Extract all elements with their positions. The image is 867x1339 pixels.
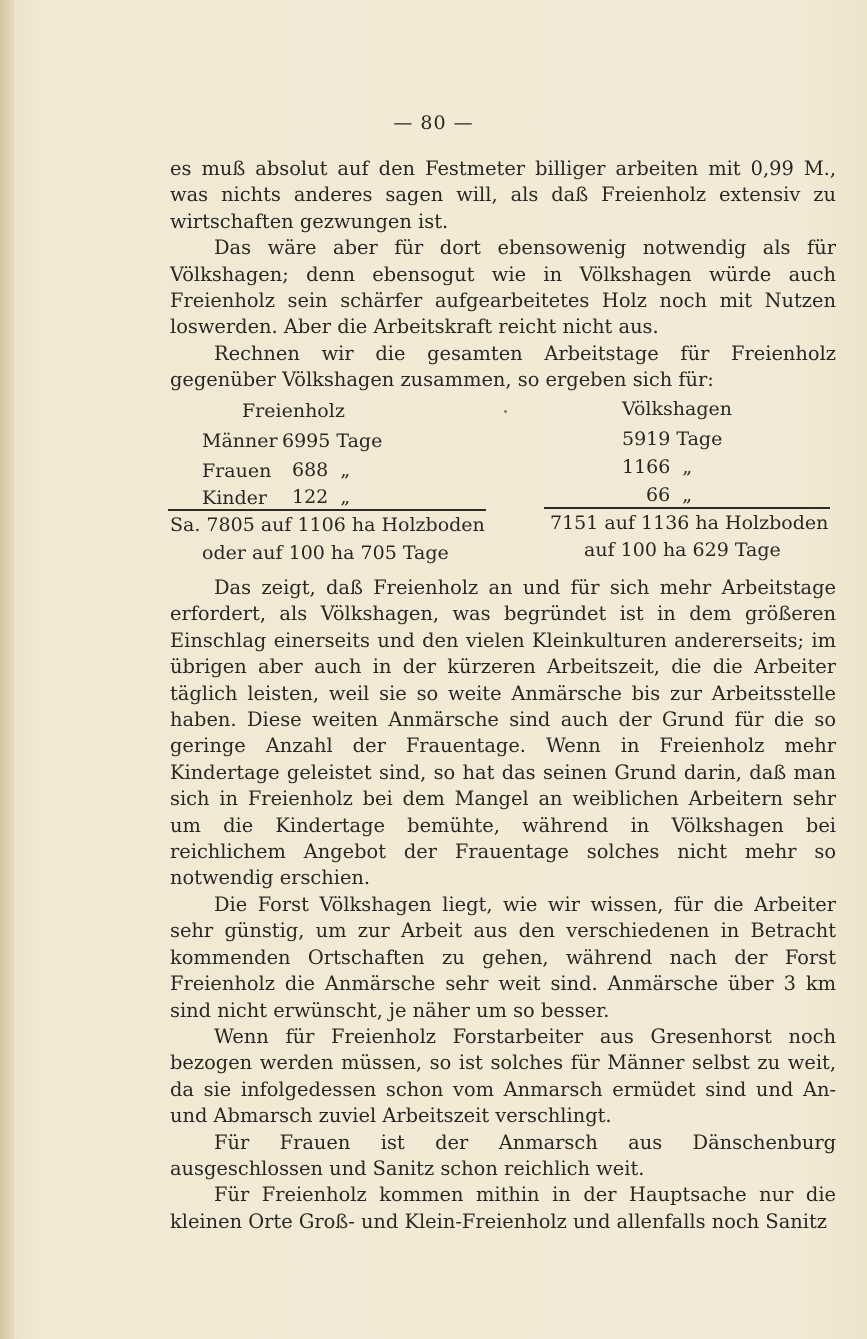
table-header-freienholz: Freienholz xyxy=(242,400,345,422)
cell-freienholz-kinder: 122 „ xyxy=(292,486,351,508)
paragraph: Rechnen wir die gesamten Arbeitstage für Freienholz gegenüber Völkshagen zusammen, so ergeben sich für: xyxy=(170,341,836,392)
paragraph: Für Frauen ist der Anmarsch aus Dänschenburg ausgeschlossen und Sanitz schon reichlich weit. xyxy=(170,1130,836,1180)
table-header-voelkshagen: Völkshagen xyxy=(622,398,732,420)
text-block-top xyxy=(170,156,836,394)
per-100ha-voelkshagen: auf 100 ha 629 Tage xyxy=(584,539,781,561)
paragraph: Für Freienholz kommen mithin in der Hauptsache nur die kleinen Orte Groß- und Klein-Freienholz und allenfalls noch Sanitz xyxy=(170,1183,836,1233)
paragraph: Das zeigt, daß Freienholz an und für sich mehr Arbeitstage erfordert, als Völkshagen, was begründet ist in dem größeren Einschlag einerseits und den vielen Kleinkulturen andererseits; im übrigen aber auch in der kürzeren Arbeitszeit, die die Arbeiter täglich leisten, weil sie so weite Anmärsche bis zur Arbeitsstelle haben. Diese weiten Anmärsche sind auch der Grund für die so geringe Anzahl der Frauentage. Wenn in Freienholz mehr Kindertage geleistet sind, so hat das seinen Grund darin, daß man sich in Freienholz bei dem Mangel an weiblichen Arbeitern sehr um die Kindertage bemühte, während in Völkshagen bei reichlichem Angebot der Frauentage solches nicht mehr so notwendig erschien. xyxy=(170,576,836,890)
sum-voelkshagen: 7151 auf 1136 ha Holzboden xyxy=(550,512,829,534)
cell-voelkshagen-frauen: 1166 „ xyxy=(622,456,693,478)
row-label-maenner: Männer xyxy=(202,430,278,452)
page-number: — 80 — xyxy=(393,112,474,134)
paragraph: Das wäre aber für dort ebensowenig notwendig als für Völkshagen; denn ebensogut wie in Völkshagen würde auch Freienholz sein schärfer aufgearbeitetes Holz noch mit Nutzen loswerden. Aber die Arbeitskraft reicht nicht aus. xyxy=(170,236,836,339)
per-100ha-freienholz: oder auf 100 ha 705 Tage xyxy=(202,542,449,564)
cell-freienholz-maenner: 6995 Tage xyxy=(282,430,383,452)
paragraph: es muß absolut auf den Festmeter billiger arbeiten mit 0,99 M., was nichts anderes sagen will, als daß Freienholz extensiv zu wirtschaften gezwungen ist. xyxy=(170,157,836,233)
workdays-table xyxy=(166,398,838,570)
sum-rule-left xyxy=(168,509,486,511)
paragraph: Die Forst Völkshagen liegt, wie wir wissen, für die Arbeiter sehr günstig, um zur Arbeit aus den verschiedenen in Betracht kommenden Ortschaften zu gehen, während nach der Forst Freienholz die Anmärsche sehr weit sind. Anmärsche über 3 km sind nicht erwünscht, je näher um so besser. xyxy=(170,892,836,1022)
cell-freienholz-frauen: 688 „ xyxy=(292,459,351,481)
paragraph: Wenn für Freienholz Forstarbeiter aus Gresenhorst noch bezogen werden müssen, so ist solches für Männer selbst zu weit, da sie infolgedessen schon vom Anmarsch ermüdet sind und An- und Abmarsch zuviel Arbeitszeit verschlingt. xyxy=(170,1024,836,1128)
row-label-kinder: Kinder xyxy=(202,487,267,509)
cell-voelkshagen-maenner: 5919 Tage xyxy=(622,428,723,450)
ink-speck xyxy=(504,410,507,413)
row-label-frauen: Frauen xyxy=(202,460,272,482)
sum-rule-right xyxy=(544,507,830,509)
cell-voelkshagen-kinder: 66 „ xyxy=(646,484,693,506)
page-spine-shadow xyxy=(0,0,14,1339)
text-block-bottom xyxy=(170,575,836,1235)
sum-freienholz: Sa. 7805 auf 1106 ha Holzboden xyxy=(170,514,485,536)
